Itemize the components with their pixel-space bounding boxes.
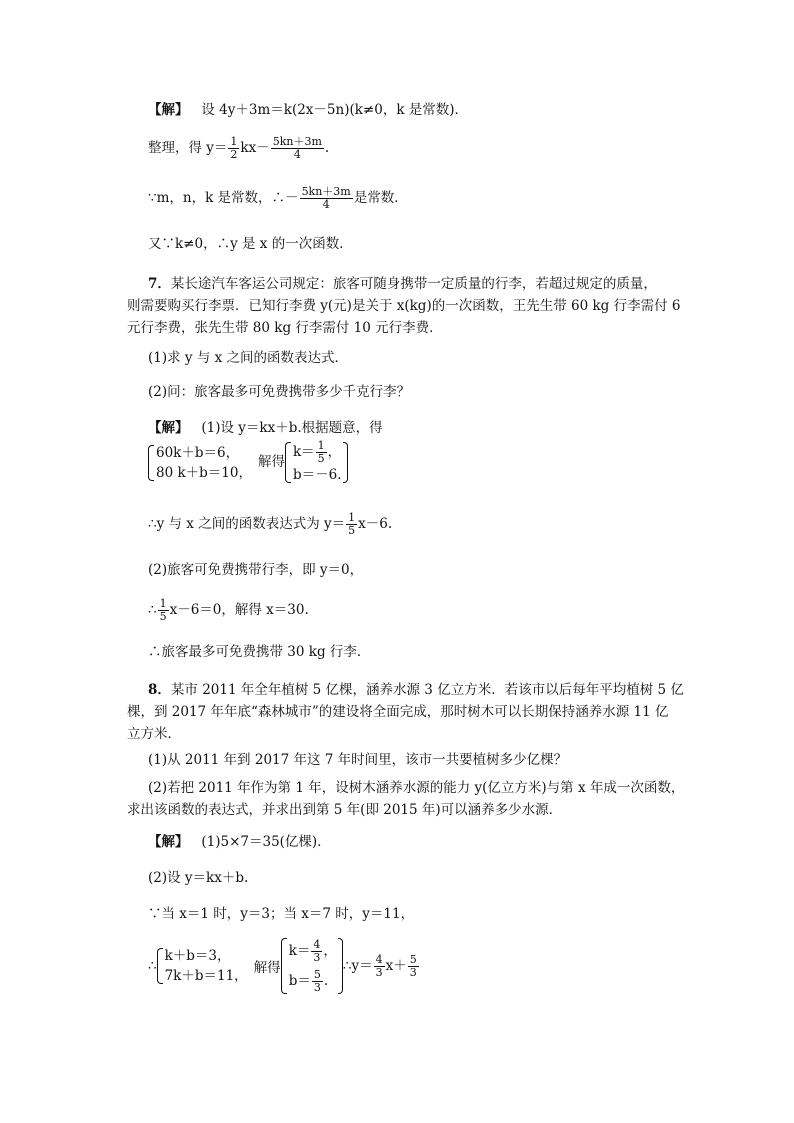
q8-sub-2b: 求出该函数的表达式，并求出到第 5 年(即 2015 年)可以涵养多少水源． xyxy=(127,802,563,818)
q8-text-2: 棵，到 2017 年年底“森林城市”的建设将全面完成，那时树木可以长期保持涵养水源 11 亿 xyxy=(127,704,669,720)
q7-answer-4: ∴ $\frac{1}{5}$ x－6＝0，解得 x＝30. xyxy=(148,597,309,623)
q7-line-1 xyxy=(148,274,657,294)
q7-text-3: 元行李费，张先生带 80 kg 行李需付 10 元行李费． xyxy=(127,320,443,336)
s1-line-3 xyxy=(148,186,408,211)
q7-number: 7． xyxy=(148,276,171,292)
fraction: $\frac{5}{3}$ xyxy=(313,968,321,994)
solve-label: 解得 xyxy=(253,960,281,976)
fraction: $\frac{4}{3}$ xyxy=(313,938,321,964)
s1-l3-pre: ∵m，n，k 是常数，∴－ xyxy=(148,190,299,206)
fraction: $\frac{1}{2}$ xyxy=(230,135,238,161)
s1-l2-pre: 整理，得 y＝ xyxy=(148,140,228,156)
solution-label: 【解】 xyxy=(148,834,189,850)
fraction: $\frac{5kn+3m}{4}$ xyxy=(301,185,351,211)
q7-sub-1: (1)求 y 与 x 之间的函数表达式． xyxy=(148,350,349,366)
q8-text-1: 某市 2011 年全年植树 5 亿棵，涵养水源 3 亿立方米．若该市以后每年平均植树 5 亿 xyxy=(170,682,684,698)
s1-l2-post: . xyxy=(324,140,330,156)
fraction: $\frac{4}{3}$ xyxy=(375,952,383,979)
q7-systems xyxy=(148,440,348,485)
q7-line-3 xyxy=(127,318,443,338)
q7-answer-1: 【解】 (1)设 y＝kx＋b.根据题意，得 xyxy=(148,420,383,436)
s1-line-1 xyxy=(148,100,468,120)
q8-number: 8． xyxy=(148,682,171,698)
s1-l3-post: 是常数． xyxy=(353,190,408,206)
fraction: $\frac{1}{5}$ xyxy=(159,597,167,623)
solve-label: 解得 xyxy=(257,454,285,470)
q8-line-3 xyxy=(127,724,181,744)
q7-line-2 xyxy=(127,296,680,316)
fraction: $\frac{5kn+3m}{4}$ xyxy=(272,135,322,161)
q8-sub-1: (1)从 2011 年到 2017 年这 7 年时间里，该市一共要植树多少亿棵？ xyxy=(148,752,568,768)
q7-answer-2: ∴y 与 x 之间的函数表达式为 y＝ $\frac{1}{5}$ x－6. xyxy=(148,511,393,537)
solution-label: 【解】 xyxy=(148,420,189,436)
q8-answer-1: 【解】 (1)5×7＝35(亿棵)． xyxy=(148,834,331,850)
equation-system: 60k＋b＝6， 80 k＋b＝10， xyxy=(148,443,258,483)
solution-label: 【解】 xyxy=(148,102,189,118)
s1-l2-mid: kx－ xyxy=(240,140,270,156)
s1-text-4: 又∵k≠0，∴y 是 x 的一次函数． xyxy=(148,236,353,252)
q8-line-2 xyxy=(127,702,669,722)
q8-text-3: 立方米． xyxy=(127,726,181,742)
q7-text-2: 则需要购买行李票．已知行李费 y(元)是关于 x(kg)的一次函数，王先生带 60 kg 行李需付 6 xyxy=(127,298,681,314)
equation-system-solution: k＝ $\frac{1}{5}$ ， b＝－6. xyxy=(285,440,348,485)
q7-sub-2: (2)问：旅客最多可免费携带多少千克行李？ xyxy=(148,384,411,400)
s1-text-1: 设 4y＋3m＝k(2x－5n)(k≠0，k 是常数)． xyxy=(201,102,469,118)
equation-system: k＋b＝3， 7k＋b＝11， xyxy=(157,946,254,986)
equation-system-solution: k＝ $\frac{4}{3}$ ， b＝ $\frac{5}{3}$ . xyxy=(281,936,343,996)
fraction: $\frac{5}{3}$ xyxy=(409,952,417,979)
s1-line-4 xyxy=(148,234,353,254)
fraction: $\frac{1}{5}$ xyxy=(317,439,325,465)
s1-line-2 xyxy=(148,136,329,161)
q8-line-1 xyxy=(148,680,684,700)
q7-text-1: 某长途汽车客运公司规定：旅客可随身携带一定质量的行李，若超过规定的质量， xyxy=(170,276,657,292)
q7-answer-3: (2)旅客可免费携带行李，即 y＝0， xyxy=(148,562,364,578)
q7-answer-5: ∴旅客最多可免费携带 30 kg 行李． xyxy=(148,644,371,660)
q8-sub-2a: (2)若把 2011 年作为第 1 年，设树木涵养水源的能力 y(亿立方米)与第 x 年成一次函数， xyxy=(148,780,685,796)
q8-systems: ∴ k＋b＝3， 7k＋b＝11， 解得 k＝ $\frac{4}{3}$ ， b＝ $\frac{5}{3}$ . ∴y＝ $\frac{4}{3}$ x＋ $\frac{5}{3}$ xyxy=(148,936,420,996)
fraction: $\frac{1}{5}$ xyxy=(348,511,356,537)
q8-answer-2: (2)设 y＝kx＋b. xyxy=(148,870,249,886)
q8-result: ∴y＝ $\frac{4}{3}$ x＋ $\frac{5}{3}$ xyxy=(342,952,417,979)
q8-answer-3: ∵当 x＝1 时，y＝3；当 x＝7 时，y＝11， xyxy=(148,906,415,922)
